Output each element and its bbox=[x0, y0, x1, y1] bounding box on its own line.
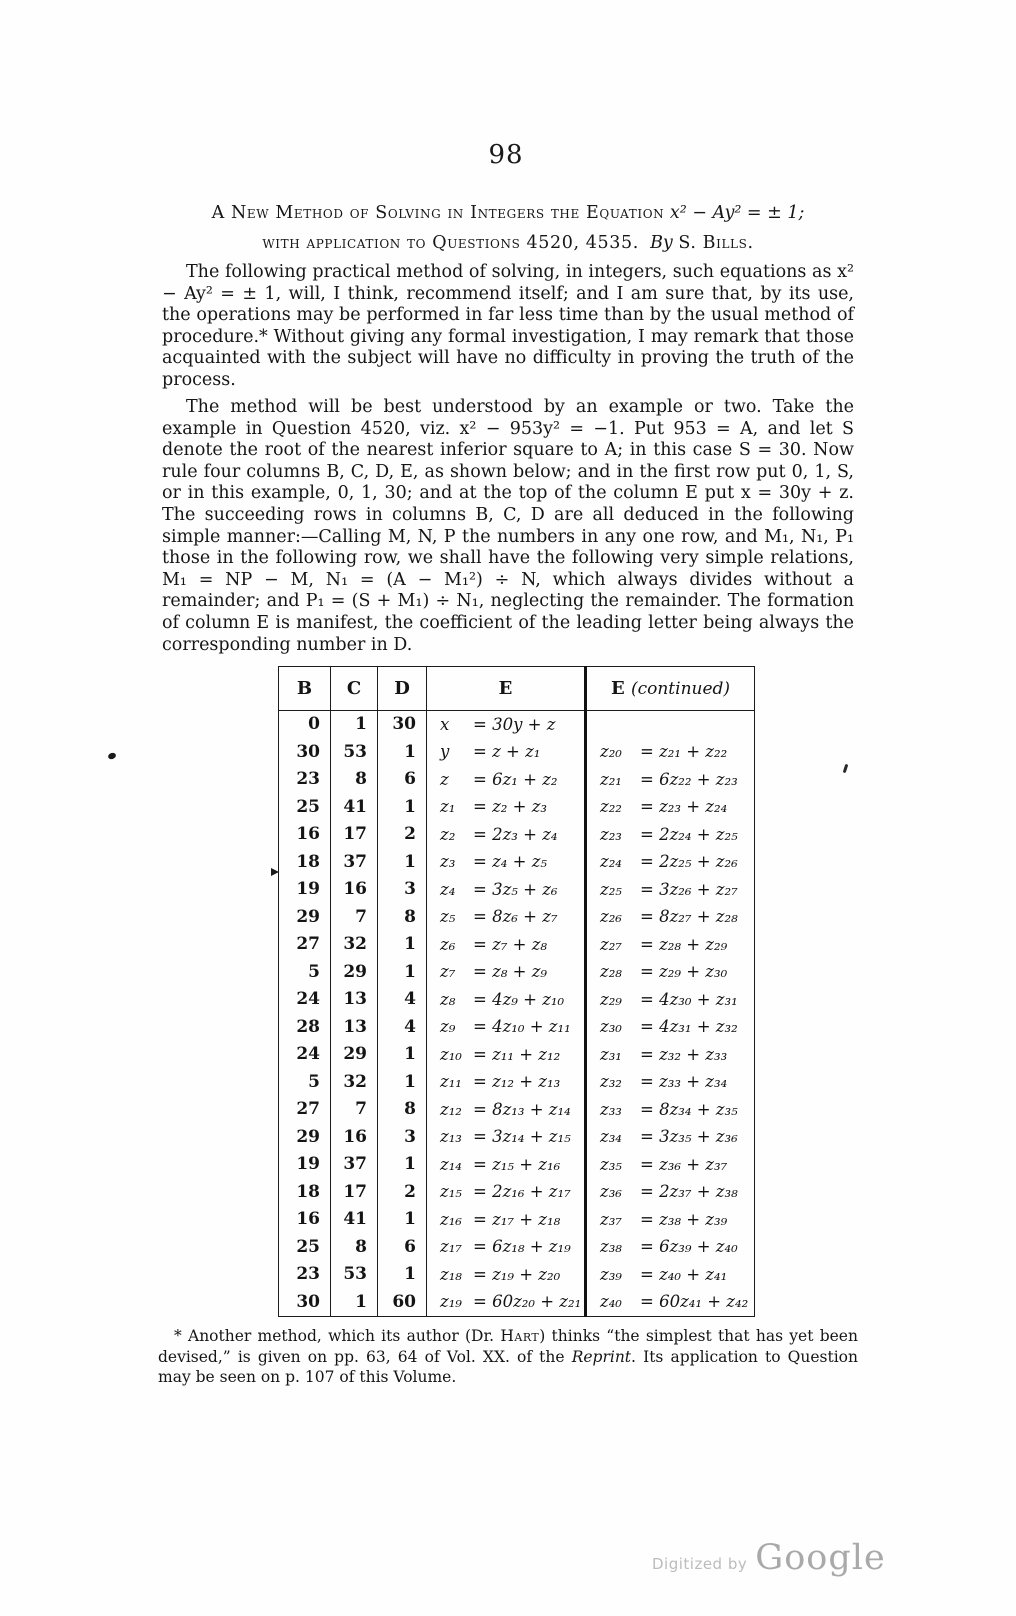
equation-lhs: z₁₈ bbox=[440, 1264, 462, 1284]
table-row bbox=[279, 1179, 755, 1207]
equation-lhs: z₂₇ bbox=[600, 934, 622, 954]
equation-lhs: z₈ bbox=[440, 989, 456, 1009]
equation-rhs: = 6z₃₉ + z₄₀ bbox=[640, 1237, 738, 1256]
equation-lhs: z₃₂ bbox=[600, 1072, 622, 1091]
equation-lhs: z₃₅ bbox=[600, 1154, 622, 1174]
cell-e-equation bbox=[427, 1096, 586, 1124]
cell-c: 7 bbox=[331, 1096, 378, 1124]
cell-e-equation bbox=[427, 1069, 586, 1097]
equation-rhs: = 8z₁₃ + z₁₄ bbox=[473, 1099, 571, 1119]
cell-e-equation bbox=[427, 1206, 586, 1234]
table-row bbox=[279, 1124, 755, 1152]
table-row bbox=[279, 711, 755, 739]
table-row bbox=[279, 1096, 755, 1124]
equation-rhs: = z₃₆ + z₃₇ bbox=[640, 1154, 728, 1174]
equation-rhs: = z₁₉ + z₂₀ bbox=[473, 1264, 561, 1284]
cell-e-equation bbox=[427, 904, 586, 932]
cell-c: 37 bbox=[331, 1151, 378, 1179]
equation-rhs: = z₇ + z₈ bbox=[473, 934, 548, 954]
cell-e-equation bbox=[427, 766, 586, 794]
cell-e-continued-equation bbox=[586, 711, 755, 739]
footnote bbox=[158, 1326, 858, 1388]
cell-d: 60 bbox=[378, 1289, 427, 1317]
column-header-c: C bbox=[331, 667, 378, 711]
cell-b: 27 bbox=[279, 931, 331, 959]
equation-rhs: = 2z₃₇ + z₃₈ bbox=[640, 1182, 738, 1201]
equation-lhs: z₆ bbox=[440, 934, 456, 954]
cell-e-equation bbox=[427, 1124, 586, 1152]
equation-lhs: z₁₁ bbox=[440, 1072, 462, 1091]
equation-rhs: = 6z₁₈ + z₁₉ bbox=[473, 1237, 571, 1256]
equation-rhs: = z₁₂ + z₁₃ bbox=[473, 1072, 561, 1091]
equation-lhs: z₂₅ bbox=[600, 879, 622, 899]
cell-c: 13 bbox=[331, 986, 378, 1014]
table-row bbox=[279, 959, 755, 987]
cell-e-continued-equation bbox=[586, 1096, 755, 1124]
cell-e-continued-equation bbox=[586, 766, 755, 794]
cell-d: 3 bbox=[378, 876, 427, 904]
cell-d: 6 bbox=[378, 766, 427, 794]
equation-rhs: = 8z₃₄ + z₃₅ bbox=[640, 1099, 738, 1119]
equation-lhs: z₃₁ bbox=[600, 1044, 622, 1064]
equation-lhs: z₃ bbox=[440, 852, 456, 871]
paragraph-intro: The following practical method of solving, in integers, such equations as x² − Ay² = ± 1, will, I think, recommend itself; and I am sure that, by its use, the operations may be performed in far less time than by the usual method of procedure.* Without giving any formal investigation, I may remark that those acquainted with the subject will have no difficulty in proving the truth of the process. bbox=[162, 262, 854, 390]
cell-b: 24 bbox=[279, 986, 331, 1014]
table-row bbox=[279, 1234, 755, 1262]
watermark-prefix: Digitized by bbox=[652, 1555, 748, 1573]
cell-e-equation bbox=[427, 1289, 586, 1317]
cell-e-equation bbox=[427, 849, 586, 877]
cell-d: 8 bbox=[378, 1096, 427, 1124]
equation-rhs: = 6z₂₂ + z₂₃ bbox=[640, 769, 738, 789]
cell-e-equation bbox=[427, 739, 586, 767]
cell-e-continued-equation bbox=[586, 959, 755, 987]
footnote-text-2: ) thinks “the simplest that has yet been devised,” is given on pp. 63, 64 of Vol. XX. of the bbox=[158, 1327, 858, 1366]
cell-c: 53 bbox=[331, 739, 378, 767]
equation-lhs: z₁₃ bbox=[440, 1127, 462, 1146]
equation-rhs: = 2z₃ + z₄ bbox=[473, 824, 558, 844]
google-logo: Google bbox=[755, 1538, 886, 1578]
cell-d: 1 bbox=[378, 1206, 427, 1234]
cell-e-equation bbox=[427, 931, 586, 959]
cell-d: 8 bbox=[378, 904, 427, 932]
equation-rhs: = 60z₄₁ + z₄₂ bbox=[640, 1292, 749, 1311]
cell-b: 18 bbox=[279, 1179, 331, 1207]
cell-e-equation bbox=[427, 1234, 586, 1262]
cell-b: 19 bbox=[279, 1151, 331, 1179]
table-row bbox=[279, 876, 755, 904]
cell-e-continued-equation bbox=[586, 821, 755, 849]
cell-b: 19 bbox=[279, 876, 331, 904]
cell-c: 1 bbox=[331, 711, 378, 739]
cell-c: 7 bbox=[331, 904, 378, 932]
title-application: with application to Questions 4520, 4535. bbox=[262, 233, 639, 253]
cell-b: 30 bbox=[279, 1289, 331, 1317]
title-line-1 bbox=[60, 198, 956, 228]
equation-lhs: z₉ bbox=[440, 1017, 456, 1036]
cell-b: 30 bbox=[279, 739, 331, 767]
equation-rhs: = 2z₁₆ + z₁₇ bbox=[473, 1182, 571, 1201]
equation-rhs: = z₂ + z₃ bbox=[473, 797, 548, 816]
cell-d: 2 bbox=[378, 821, 427, 849]
cell-c: 8 bbox=[331, 766, 378, 794]
equation-lhs: z₂₃ bbox=[600, 824, 622, 844]
footnote-marker: * bbox=[174, 1327, 188, 1345]
cell-e-equation bbox=[427, 986, 586, 1014]
equation-rhs: = z₃₃ + z₃₄ bbox=[640, 1072, 728, 1091]
footnote-reprint-title: Reprint bbox=[571, 1347, 632, 1366]
table-row bbox=[279, 1151, 755, 1179]
equation-lhs: z₃₇ bbox=[600, 1209, 622, 1229]
cell-c: 13 bbox=[331, 1014, 378, 1042]
cell-c: 16 bbox=[331, 1124, 378, 1152]
table-row bbox=[279, 739, 755, 767]
cell-d: 4 bbox=[378, 986, 427, 1014]
equation-lhs: z₂ bbox=[440, 824, 456, 844]
cell-d: 30 bbox=[378, 711, 427, 739]
scan-speck-arrow bbox=[271, 868, 279, 876]
equation-lhs: z₁₉ bbox=[440, 1292, 462, 1311]
cell-b: 29 bbox=[279, 1124, 331, 1152]
cell-c: 16 bbox=[331, 876, 378, 904]
equation-rhs: = z₂₃ + z₂₄ bbox=[640, 797, 728, 816]
table-row bbox=[279, 931, 755, 959]
equation-lhs: z₂₉ bbox=[600, 989, 622, 1009]
calculation-table bbox=[278, 666, 755, 1317]
equation-rhs: = 3z₃₅ + z₃₆ bbox=[640, 1127, 738, 1146]
cell-c: 32 bbox=[331, 1069, 378, 1097]
equation-rhs: = 4z₉ + z₁₀ bbox=[473, 989, 565, 1009]
cell-b: 23 bbox=[279, 766, 331, 794]
column-header-e-continued bbox=[586, 667, 755, 711]
equation-rhs: = z₈ + z₉ bbox=[473, 962, 548, 981]
equation-rhs: = 4z₃₁ + z₃₂ bbox=[640, 1017, 738, 1036]
equation-rhs: = 4z₁₀ + z₁₁ bbox=[473, 1017, 571, 1036]
cell-b: 29 bbox=[279, 904, 331, 932]
cell-c: 32 bbox=[331, 931, 378, 959]
cell-d: 1 bbox=[378, 794, 427, 822]
column-header-e: E bbox=[427, 667, 586, 711]
cell-c: 8 bbox=[331, 1234, 378, 1262]
cell-e-equation bbox=[427, 821, 586, 849]
article-title bbox=[60, 198, 956, 258]
table-row bbox=[279, 1069, 755, 1097]
equation-lhs: z₂₁ bbox=[600, 769, 622, 789]
cell-e-continued-equation bbox=[586, 849, 755, 877]
cell-c: 1 bbox=[331, 1289, 378, 1317]
equation-lhs: z₁ bbox=[440, 797, 456, 816]
equation-rhs: = z₄₀ + z₄₁ bbox=[640, 1264, 728, 1284]
cell-e-continued-equation bbox=[586, 1124, 755, 1152]
equation-lhs: x bbox=[440, 714, 450, 734]
cell-e-continued-equation bbox=[586, 1151, 755, 1179]
cell-b: 5 bbox=[279, 959, 331, 987]
table-row bbox=[279, 766, 755, 794]
cell-c: 41 bbox=[331, 794, 378, 822]
table-row bbox=[279, 1041, 755, 1069]
cell-d: 4 bbox=[378, 1014, 427, 1042]
equation-rhs: = 30y + z bbox=[473, 714, 556, 734]
table-row bbox=[279, 1289, 755, 1317]
cell-c: 17 bbox=[331, 821, 378, 849]
cell-e-continued-equation bbox=[586, 931, 755, 959]
cell-b: 28 bbox=[279, 1014, 331, 1042]
table-row bbox=[279, 794, 755, 822]
digitized-watermark bbox=[652, 1538, 886, 1578]
equation-lhs: z₂₂ bbox=[600, 797, 622, 816]
cell-c: 29 bbox=[331, 959, 378, 987]
cell-c: 29 bbox=[331, 1041, 378, 1069]
cell-b: 27 bbox=[279, 1096, 331, 1124]
equation-lhs: z₂₈ bbox=[600, 962, 622, 981]
equation-lhs: z₁₀ bbox=[440, 1044, 462, 1064]
cell-d: 1 bbox=[378, 1041, 427, 1069]
equation-rhs: = 8z₂₇ + z₂₈ bbox=[640, 907, 738, 926]
equation-rhs: = z + z₁ bbox=[473, 742, 541, 761]
cell-b: 18 bbox=[279, 849, 331, 877]
scan-speck-dot bbox=[107, 752, 117, 760]
equation-lhs: z₃₆ bbox=[600, 1182, 622, 1201]
equation-rhs: = 2z₂₅ + z₂₆ bbox=[640, 852, 738, 871]
cell-e-equation bbox=[427, 1041, 586, 1069]
table-header-row bbox=[279, 667, 755, 711]
cell-e-equation bbox=[427, 1261, 586, 1289]
table-row bbox=[279, 1261, 755, 1289]
footnote-text-1: Another method, which its author (Dr. bbox=[188, 1327, 501, 1345]
cell-e-equation bbox=[427, 794, 586, 822]
cell-c: 37 bbox=[331, 849, 378, 877]
cell-d: 6 bbox=[378, 1234, 427, 1262]
cell-e-equation bbox=[427, 959, 586, 987]
equation-rhs: = 3z₁₄ + z₁₅ bbox=[473, 1127, 571, 1146]
cell-b: 25 bbox=[279, 1234, 331, 1262]
cell-e-continued-equation bbox=[586, 904, 755, 932]
cell-d: 1 bbox=[378, 931, 427, 959]
cell-e-equation bbox=[427, 711, 586, 739]
equation-lhs: z₂₆ bbox=[600, 907, 622, 926]
equation-lhs: z₃₉ bbox=[600, 1264, 622, 1284]
equation-lhs: z₁₇ bbox=[440, 1237, 462, 1256]
header-continued-note: (continued) bbox=[630, 679, 731, 699]
cell-e-equation bbox=[427, 876, 586, 904]
cell-b: 24 bbox=[279, 1041, 331, 1069]
cell-e-continued-equation bbox=[586, 986, 755, 1014]
equation-rhs: = 4z₃₀ + z₃₁ bbox=[640, 989, 738, 1009]
table-row bbox=[279, 821, 755, 849]
cell-b: 16 bbox=[279, 1206, 331, 1234]
cell-e-continued-equation bbox=[586, 794, 755, 822]
cell-e-continued-equation bbox=[586, 739, 755, 767]
cell-e-equation bbox=[427, 1014, 586, 1042]
column-header-b: B bbox=[279, 667, 331, 711]
equation-rhs: = z₄ + z₅ bbox=[473, 852, 548, 871]
paragraph-method: The method will be best understood by an example or two. Take the example in Question 4520, viz. x² − 953y² = −1. Put 953 = A, and let S denote the root of the nearest inferior square to A; in this case S = 30. Now rule four columns B, C, D, E, as shown below; and in the first row put 0, 1, S, or in this example, 0, 1, 30; and at the top of the column E put x = 30y + z. The succeeding rows in columns B, C, D are all deduced in the following simple manner:—Calling M, N, P the numbers in any one row, and M₁, N₁, P₁ those in the following row, we shall have the following very simple relations, M₁ = NP − M, N₁ = (A − M₁²) ÷ N, which always divides without a remainder; and P₁ = (S + M₁) ÷ N₁, neglecting the remainder. The formation of column E is manifest, the coefficient of the leading letter being always the corresponding number in D. bbox=[162, 397, 854, 655]
equation-lhs: z₃₀ bbox=[600, 1017, 622, 1036]
cell-b: 5 bbox=[279, 1069, 331, 1097]
table-row bbox=[279, 849, 755, 877]
cell-e-equation bbox=[427, 1151, 586, 1179]
cell-e-continued-equation bbox=[586, 1206, 755, 1234]
equation-rhs: = 8z₆ + z₇ bbox=[473, 907, 558, 926]
cell-e-continued-equation bbox=[586, 1179, 755, 1207]
table-row bbox=[279, 1014, 755, 1042]
table-row bbox=[279, 904, 755, 932]
equation-rhs: = 6z₁ + z₂ bbox=[473, 769, 558, 789]
cell-c: 41 bbox=[331, 1206, 378, 1234]
title-text: A New Method of Solving in Integers the Equation bbox=[211, 203, 665, 223]
equation-rhs: = z₁₇ + z₁₈ bbox=[473, 1209, 561, 1229]
cell-b: 23 bbox=[279, 1261, 331, 1289]
equation-rhs: = 3z₂₆ + z₂₇ bbox=[640, 879, 738, 899]
cell-e-continued-equation bbox=[586, 876, 755, 904]
equation-lhs: z₅ bbox=[440, 907, 456, 926]
equation-lhs: z bbox=[440, 769, 449, 789]
equation-lhs: z₁₂ bbox=[440, 1099, 462, 1119]
column-header-d: D bbox=[378, 667, 427, 711]
equation-rhs: = 2z₂₄ + z₂₅ bbox=[640, 824, 738, 844]
cell-e-continued-equation bbox=[586, 1069, 755, 1097]
title-line-2 bbox=[60, 228, 956, 258]
equation-lhs: z₄₀ bbox=[600, 1292, 622, 1311]
cell-d: 3 bbox=[378, 1124, 427, 1152]
scan-speck-tick bbox=[843, 764, 849, 773]
equation-lhs: z₁₆ bbox=[440, 1209, 462, 1229]
equation-lhs: z₂₄ bbox=[600, 852, 622, 871]
byline-by: By bbox=[650, 233, 673, 253]
equation-rhs: = z₂₉ + z₃₀ bbox=[640, 962, 728, 981]
cell-b: 25 bbox=[279, 794, 331, 822]
cell-e-continued-equation bbox=[586, 1289, 755, 1317]
equation-lhs: z₃₃ bbox=[600, 1099, 622, 1119]
cell-d: 1 bbox=[378, 959, 427, 987]
equation-lhs: z₃₄ bbox=[600, 1127, 622, 1146]
equation-rhs: = 60z₂₀ + z₂₁ bbox=[473, 1292, 582, 1311]
cell-e-equation bbox=[427, 1179, 586, 1207]
cell-e-continued-equation bbox=[586, 1041, 755, 1069]
cell-d: 1 bbox=[378, 1151, 427, 1179]
cell-d: 1 bbox=[378, 849, 427, 877]
author-name: S. Bills. bbox=[678, 233, 754, 253]
equation-lhs: z₄ bbox=[440, 879, 456, 899]
equation-rhs: = 3z₅ + z₆ bbox=[473, 879, 558, 899]
table-row bbox=[279, 1206, 755, 1234]
cell-c: 53 bbox=[331, 1261, 378, 1289]
cell-c: 17 bbox=[331, 1179, 378, 1207]
equation-lhs: z₁₅ bbox=[440, 1182, 462, 1201]
equation-rhs: = z₁₅ + z₁₆ bbox=[473, 1154, 561, 1174]
equation-rhs: = z₂₁ + z₂₂ bbox=[640, 742, 728, 761]
header-e-label: E bbox=[610, 678, 625, 699]
equation-lhs: z₂₀ bbox=[600, 742, 622, 761]
page-number: 98 bbox=[488, 140, 524, 170]
cell-d: 1 bbox=[378, 1069, 427, 1097]
table-row bbox=[279, 986, 755, 1014]
cell-d: 2 bbox=[378, 1179, 427, 1207]
title-equation: x² − Ay² = ± 1; bbox=[669, 203, 805, 223]
cell-e-continued-equation bbox=[586, 1014, 755, 1042]
cell-b: 16 bbox=[279, 821, 331, 849]
equation-lhs: z₃₈ bbox=[600, 1237, 622, 1256]
cell-d: 1 bbox=[378, 739, 427, 767]
equation-lhs: y bbox=[440, 742, 450, 761]
equation-rhs: = z₂₈ + z₂₉ bbox=[640, 934, 728, 954]
equation-lhs: z₇ bbox=[440, 962, 456, 981]
cell-b: 0 bbox=[279, 711, 331, 739]
footnote-text-3: . Its application to Question may be seen on p. 107 of this Volume. bbox=[158, 1347, 858, 1386]
cell-d: 1 bbox=[378, 1261, 427, 1289]
cell-e-continued-equation bbox=[586, 1261, 755, 1289]
equation-lhs: z₁₄ bbox=[440, 1154, 462, 1174]
cell-e-continued-equation bbox=[586, 1234, 755, 1262]
equation-rhs: = z₁₁ + z₁₂ bbox=[473, 1044, 561, 1064]
equation-rhs: = z₃₂ + z₃₃ bbox=[640, 1044, 728, 1064]
footnote-author-name: Hart bbox=[500, 1327, 540, 1345]
equation-rhs: = z₃₈ + z₃₉ bbox=[640, 1209, 728, 1229]
